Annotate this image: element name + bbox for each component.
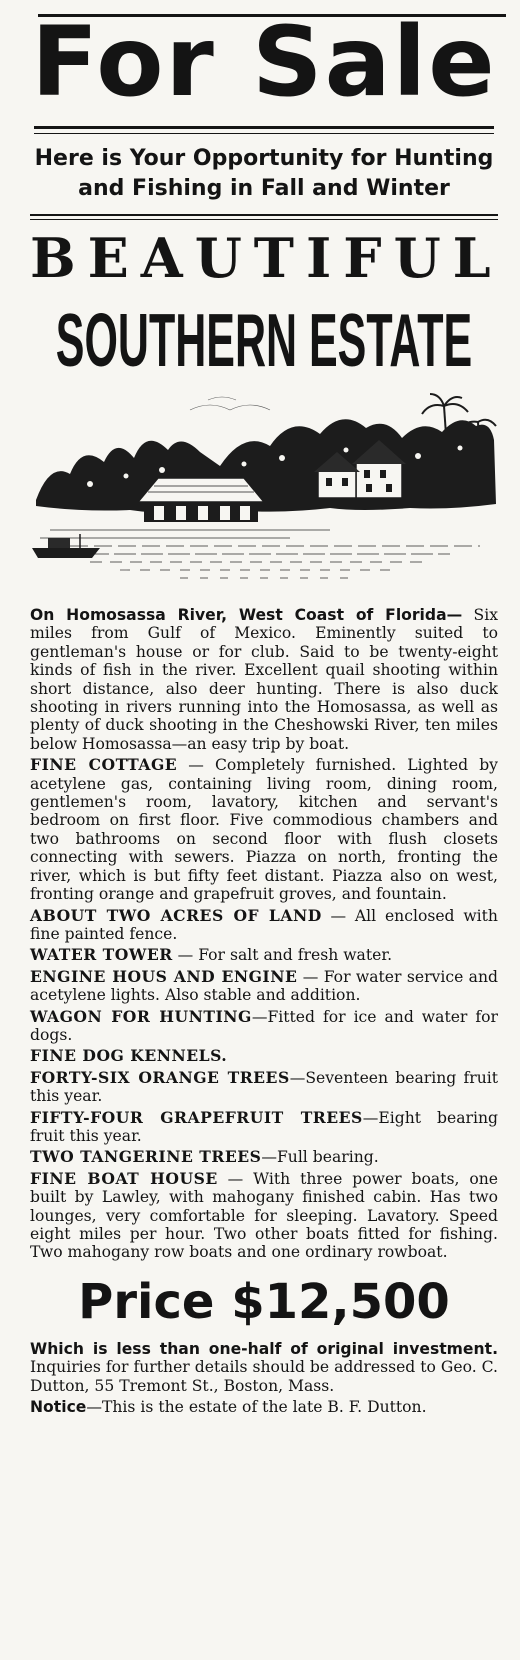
section-water-tower (30, 946, 498, 964)
title-line-1: BEAUTIFUL (30, 226, 503, 290)
section-heading: ENGINE HOUS AND ENGINE (30, 966, 298, 986)
section-land (30, 907, 498, 944)
subhead-rule (30, 214, 498, 216)
lakeside-estate-engraving (30, 392, 498, 592)
section-heading: FINE BOAT HOUSE (30, 1168, 218, 1188)
section-text: — For water service and acetylene lights. Also stable and addition. (30, 967, 499, 1005)
section-text: — All enclosed with fine painted fence. (30, 906, 498, 943)
section-heading: FIFTY-FOUR GRAPEFRUIT TREES (30, 1107, 363, 1127)
price: Price $12,500 (78, 1273, 450, 1330)
subhead-rule-thin (30, 219, 498, 220)
for-sale-advertisement (0, 6, 520, 1660)
notice-paragraph (30, 1398, 498, 1416)
section-kennels (30, 1047, 498, 1065)
section-text: — With three power boats, one built by Lawley, with mahogany finished cabin. Has two lounges, very comfortable for sleeping. Lavatory. Speed eight miles per hour. Two other boats fitted for fishing. Two mahogany row boats and one ordinary rowboat. (30, 1169, 498, 1262)
section-wagon (30, 1008, 498, 1045)
section-cottage (30, 756, 498, 903)
intro-text: Six miles from Gulf of Mexico. Eminently suited to gentleman's house or for club. Said to be twenty-eight kinds of fish in the river. Excellent quail shooting within short distance, also deer hunting. There is also duck shooting in rivers running into the Homosassa, as well as plenty of duck shooting in the Cheshowski River, ten miles below Homosassa—an easy trip by boat. (30, 606, 498, 753)
ad-body (30, 606, 498, 1416)
section-text: —Full bearing. (261, 1148, 379, 1167)
closing-lead: Which is less than one-half of original investment. (30, 1339, 498, 1358)
section-text: — For salt and fresh water. (172, 946, 393, 965)
section-heading: FINE DOG KENNELS. (30, 1046, 228, 1066)
headline-rule (34, 126, 494, 129)
intro-paragraph (30, 606, 498, 753)
section-grapefruit-trees (30, 1109, 498, 1146)
boat-house (138, 478, 264, 522)
section-heading: FINE COTTAGE (30, 755, 178, 775)
notice-lead: Notice (30, 1398, 87, 1417)
section-heading: ABOUT TWO ACRES OF LAND (30, 905, 322, 925)
section-orange-trees (30, 1069, 498, 1106)
section-heading: TWO TANGERINE TREES (30, 1147, 262, 1167)
closing-paragraph (30, 1340, 498, 1395)
section-text: — Completely furnished. Lighted by acetylene gas, containing living room, dining room, gentlemen's room, lavatory, kitchen and servant's bedroom on first floor. Five commodious chambers and two bathrooms on second floor with flush closets connecting with sewers. Piazza on north, fronting the river, which is but fifty feet distant. Piazza also on west, fronting orange and grapefruit groves, and fountain. (30, 756, 498, 904)
intro-lead: On Homosassa River, West Coast of Florida— (30, 606, 463, 624)
headline: For Sale (31, 6, 497, 118)
section-heading: WATER TOWER (30, 945, 173, 965)
title-line-2: SOUTHERN ESTATE (55, 298, 473, 383)
section-heading: WAGON FOR HUNTING (30, 1006, 252, 1026)
section-tangerine-trees (30, 1148, 498, 1166)
section-text: —Fitted for ice and water for dogs. (30, 1007, 498, 1044)
section-engine-house (30, 968, 498, 1005)
headline-rule-thin (34, 133, 494, 134)
closing-text: Inquiries for further details should be addressed to Geo. C. Dutton, 55 Tremont St., Boston, Mass. (30, 1358, 498, 1395)
notice-text: —This is the estate of the late B. F. Dutton. (86, 1398, 427, 1417)
section-text: —Seventeen bearing fruit this year. (30, 1068, 499, 1106)
power-boat (32, 534, 100, 558)
section-text: —Eight bearing fruit this year. (30, 1108, 498, 1145)
subheadline: Here is Your Opportunity for Hunting and Fishing in Fall and Winter (34, 146, 494, 201)
section-boat-house (30, 1170, 498, 1262)
section-heading: FORTY-SIX ORANGE TREES (30, 1067, 290, 1087)
